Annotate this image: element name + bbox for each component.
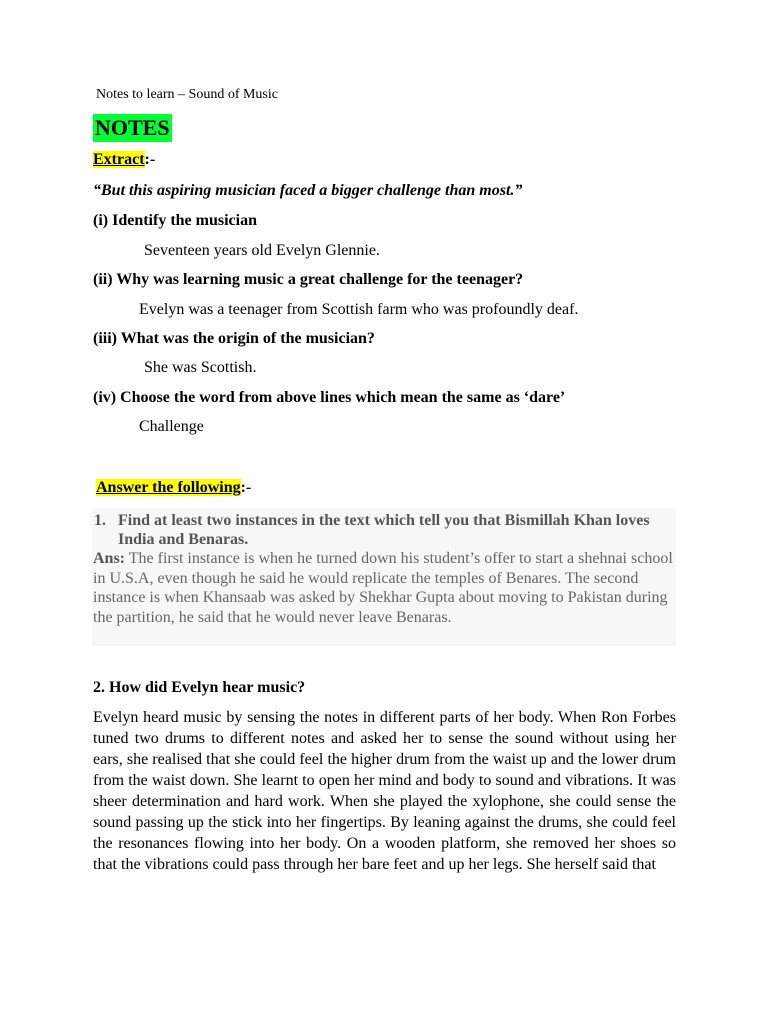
question-1	[94, 511, 658, 549]
question-2: 2. How did Evelyn hear music?	[93, 679, 306, 696]
answer-following-label	[96, 479, 251, 497]
answer-following-suffix: :-	[240, 479, 252, 496]
answer-1-label: Ans:	[93, 550, 126, 567]
answer-i: Seventeen years old Evelyn Glennie.	[144, 242, 380, 259]
answer-2-paragraph: Evelyn heard music by sensing the notes in different parts of her body. When Ron Forbes tuned two drums to different notes and asked her to sense the sound without using her ears, she realised that she could feel the higher drum from the waist up and the lower drum from the waist down. She learnt to open her mind and body to sound and vibrations. It was sheer determination and hard work. When she played the xylophone, she could sense the sound passing up the stick into her fingertips. By leaning against the drums, she could feel the resonances flowing into her body. On a wooden platform, she removed her shoes so that the vibrations could pass through her bare feet and up her legs. She herself said that	[93, 709, 676, 873]
question-i: (i) Identify the musician	[93, 212, 257, 229]
extract-label-suffix: :-	[144, 151, 156, 168]
question-ii: (ii) Why was learning music a great challenge for the teenager?	[93, 271, 524, 288]
answer-following-highlight: Answer the following	[96, 479, 241, 496]
extract-label	[93, 151, 155, 169]
question-1-number: 1.	[94, 512, 106, 529]
question-iv: (iv) Choose the word from above lines which mean the same as ‘dare’	[93, 389, 566, 406]
answer-block-q1	[92, 508, 676, 646]
question-iii: (iii) What was the origin of the musician?	[93, 330, 375, 347]
document-header: Notes to learn – Sound of Music	[96, 87, 278, 102]
answer-ii: Evelyn was a teenager from Scottish farm who was profoundly deaf.	[139, 301, 579, 318]
answer-iii: She was Scottish.	[144, 359, 257, 376]
question-1-text: Find at least two instances in the text which tell you that Bismillah Khan loves India and Benaras.	[118, 512, 650, 548]
answer-1	[93, 549, 675, 627]
extract-quote: “But this aspiring musician faced a bigger challenge than most.”	[93, 182, 523, 199]
answer-1-text: The first instance is when he turned down his student’s offer to start a shehnai school in U.S.A, even though he said he would replicate the temples of Benares. The second instance is when Khansaab was asked by Shekhar Gupta about moving to Pakistan during the partition, he said that he would never leave Benaras.	[93, 550, 673, 626]
extract-label-highlight: Extract	[93, 151, 145, 168]
notes-heading: NOTES	[95, 115, 170, 140]
answer-iv: Challenge	[139, 418, 204, 435]
